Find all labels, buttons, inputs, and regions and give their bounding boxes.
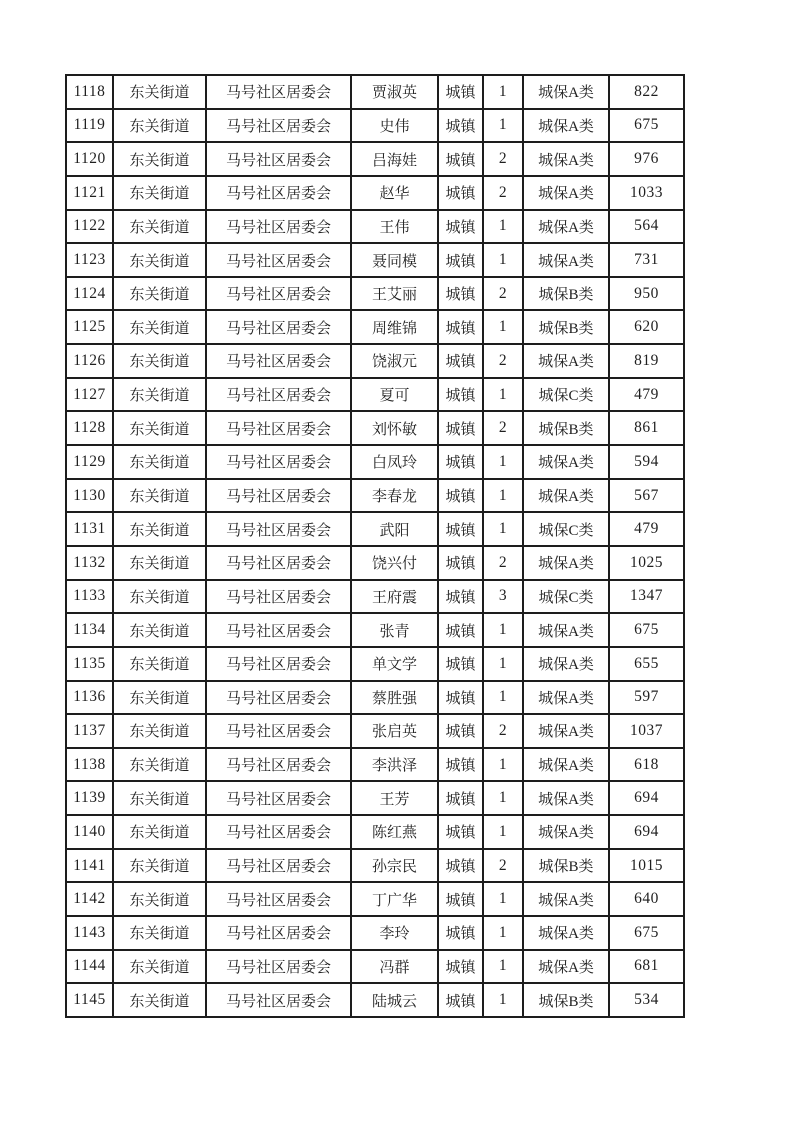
- cell-count: 1: [483, 916, 523, 950]
- cell-count: 2: [483, 546, 523, 580]
- cell-amount: 819: [609, 344, 684, 378]
- table-row: [66, 445, 684, 479]
- cell-community: 马号社区居委会: [206, 882, 351, 916]
- cell-street: 东关街道: [113, 546, 206, 580]
- cell-category: 城保C类: [523, 580, 609, 614]
- cell-name: 史伟: [351, 109, 438, 143]
- cell-community: 马号社区居委会: [206, 512, 351, 546]
- cell-name: 李洪泽: [351, 748, 438, 782]
- cell-amount: 594: [609, 445, 684, 479]
- cell-residence: 城镇: [438, 411, 483, 445]
- cell-seq: 1127: [66, 378, 113, 412]
- cell-category: 城保B类: [523, 310, 609, 344]
- cell-community: 马号社区居委会: [206, 277, 351, 311]
- cell-street: 东关街道: [113, 815, 206, 849]
- table-row: [66, 950, 684, 984]
- cell-amount: 620: [609, 310, 684, 344]
- table-row: [66, 849, 684, 883]
- cell-seq: 1128: [66, 411, 113, 445]
- cell-community: 马号社区居委会: [206, 546, 351, 580]
- cell-community: 马号社区居委会: [206, 109, 351, 143]
- table-row: [66, 109, 684, 143]
- table-row: [66, 983, 684, 1017]
- cell-seq: 1126: [66, 344, 113, 378]
- cell-street: 东关街道: [113, 613, 206, 647]
- cell-residence: 城镇: [438, 647, 483, 681]
- cell-residence: 城镇: [438, 916, 483, 950]
- cell-amount: 618: [609, 748, 684, 782]
- cell-count: 1: [483, 243, 523, 277]
- cell-amount: 564: [609, 210, 684, 244]
- cell-amount: 567: [609, 479, 684, 513]
- cell-amount: 597: [609, 681, 684, 715]
- cell-residence: 城镇: [438, 546, 483, 580]
- table-row: [66, 176, 684, 210]
- cell-name: 王伟: [351, 210, 438, 244]
- cell-category: 城保A类: [523, 681, 609, 715]
- cell-street: 东关街道: [113, 781, 206, 815]
- cell-street: 东关街道: [113, 580, 206, 614]
- cell-seq: 1145: [66, 983, 113, 1017]
- cell-amount: 731: [609, 243, 684, 277]
- cell-amount: 1347: [609, 580, 684, 614]
- cell-seq: 1138: [66, 748, 113, 782]
- table-row: [66, 916, 684, 950]
- cell-residence: 城镇: [438, 512, 483, 546]
- cell-count: 2: [483, 142, 523, 176]
- cell-residence: 城镇: [438, 176, 483, 210]
- table-row: [66, 142, 684, 176]
- cell-name: 李玲: [351, 916, 438, 950]
- cell-street: 东关街道: [113, 849, 206, 883]
- cell-seq: 1143: [66, 916, 113, 950]
- cell-count: 1: [483, 310, 523, 344]
- table-row: [66, 781, 684, 815]
- cell-residence: 城镇: [438, 580, 483, 614]
- cell-name: 贾淑英: [351, 75, 438, 109]
- cell-seq: 1121: [66, 176, 113, 210]
- table-row: [66, 210, 684, 244]
- cell-amount: 675: [609, 916, 684, 950]
- cell-amount: 694: [609, 815, 684, 849]
- cell-residence: 城镇: [438, 277, 483, 311]
- cell-category: 城保A类: [523, 714, 609, 748]
- cell-seq: 1130: [66, 479, 113, 513]
- cell-name: 吕海娃: [351, 142, 438, 176]
- cell-name: 赵华: [351, 176, 438, 210]
- cell-name: 陆城云: [351, 983, 438, 1017]
- cell-category: 城保A类: [523, 781, 609, 815]
- cell-category: 城保B类: [523, 983, 609, 1017]
- cell-count: 1: [483, 882, 523, 916]
- table-row: [66, 647, 684, 681]
- cell-community: 马号社区居委会: [206, 176, 351, 210]
- cell-residence: 城镇: [438, 748, 483, 782]
- cell-residence: 城镇: [438, 75, 483, 109]
- cell-name: 刘怀敏: [351, 411, 438, 445]
- cell-residence: 城镇: [438, 681, 483, 715]
- cell-count: 1: [483, 647, 523, 681]
- cell-name: 冯群: [351, 950, 438, 984]
- table-row: [66, 546, 684, 580]
- cell-community: 马号社区居委会: [206, 310, 351, 344]
- cell-community: 马号社区居委会: [206, 849, 351, 883]
- cell-street: 东关街道: [113, 983, 206, 1017]
- cell-category: 城保A类: [523, 75, 609, 109]
- cell-count: 1: [483, 479, 523, 513]
- cell-count: 1: [483, 378, 523, 412]
- cell-amount: 640: [609, 882, 684, 916]
- cell-street: 东关街道: [113, 210, 206, 244]
- cell-residence: 城镇: [438, 210, 483, 244]
- cell-category: 城保A类: [523, 109, 609, 143]
- table-body: [66, 75, 684, 1017]
- cell-residence: 城镇: [438, 479, 483, 513]
- cell-street: 东关街道: [113, 882, 206, 916]
- cell-street: 东关街道: [113, 176, 206, 210]
- table-row: [66, 277, 684, 311]
- cell-amount: 655: [609, 647, 684, 681]
- cell-category: 城保A类: [523, 815, 609, 849]
- cell-name: 张启英: [351, 714, 438, 748]
- cell-street: 东关街道: [113, 411, 206, 445]
- cell-seq: 1137: [66, 714, 113, 748]
- table-row: [66, 378, 684, 412]
- cell-category: 城保A类: [523, 142, 609, 176]
- table-row: [66, 580, 684, 614]
- cell-count: 1: [483, 681, 523, 715]
- cell-residence: 城镇: [438, 344, 483, 378]
- cell-street: 东关街道: [113, 243, 206, 277]
- cell-amount: 1033: [609, 176, 684, 210]
- cell-street: 东关街道: [113, 344, 206, 378]
- cell-amount: 861: [609, 411, 684, 445]
- cell-residence: 城镇: [438, 849, 483, 883]
- cell-residence: 城镇: [438, 310, 483, 344]
- cell-name: 饶兴付: [351, 546, 438, 580]
- cell-count: 1: [483, 781, 523, 815]
- cell-count: 2: [483, 411, 523, 445]
- cell-seq: 1141: [66, 849, 113, 883]
- cell-count: 1: [483, 950, 523, 984]
- cell-community: 马号社区居委会: [206, 781, 351, 815]
- table-row: [66, 344, 684, 378]
- table-row: [66, 310, 684, 344]
- cell-name: 聂同模: [351, 243, 438, 277]
- table-row: [66, 613, 684, 647]
- cell-category: 城保A类: [523, 916, 609, 950]
- cell-residence: 城镇: [438, 243, 483, 277]
- cell-count: 2: [483, 176, 523, 210]
- cell-seq: 1120: [66, 142, 113, 176]
- cell-community: 马号社区居委会: [206, 142, 351, 176]
- cell-category: 城保A类: [523, 176, 609, 210]
- table-row: [66, 75, 684, 109]
- cell-community: 马号社区居委会: [206, 681, 351, 715]
- cell-count: 3: [483, 580, 523, 614]
- cell-seq: 1122: [66, 210, 113, 244]
- cell-residence: 城镇: [438, 142, 483, 176]
- cell-residence: 城镇: [438, 950, 483, 984]
- cell-name: 白凤玲: [351, 445, 438, 479]
- cell-street: 东关街道: [113, 75, 206, 109]
- cell-community: 马号社区居委会: [206, 243, 351, 277]
- cell-residence: 城镇: [438, 882, 483, 916]
- cell-name: 丁广华: [351, 882, 438, 916]
- cell-community: 马号社区居委会: [206, 647, 351, 681]
- cell-name: 陈红燕: [351, 815, 438, 849]
- cell-street: 东关街道: [113, 479, 206, 513]
- cell-count: 1: [483, 815, 523, 849]
- cell-residence: 城镇: [438, 378, 483, 412]
- cell-count: 1: [483, 445, 523, 479]
- cell-count: 1: [483, 613, 523, 647]
- cell-street: 东关街道: [113, 109, 206, 143]
- cell-category: 城保A类: [523, 882, 609, 916]
- cell-category: 城保A类: [523, 445, 609, 479]
- cell-street: 东关街道: [113, 445, 206, 479]
- cell-category: 城保A类: [523, 210, 609, 244]
- cell-street: 东关街道: [113, 714, 206, 748]
- cell-seq: 1132: [66, 546, 113, 580]
- cell-residence: 城镇: [438, 109, 483, 143]
- cell-seq: 1133: [66, 580, 113, 614]
- cell-count: 2: [483, 277, 523, 311]
- cell-name: 张青: [351, 613, 438, 647]
- cell-category: 城保B类: [523, 277, 609, 311]
- cell-name: 夏可: [351, 378, 438, 412]
- cell-name: 王艾丽: [351, 277, 438, 311]
- cell-street: 东关街道: [113, 916, 206, 950]
- cell-seq: 1131: [66, 512, 113, 546]
- cell-community: 马号社区居委会: [206, 983, 351, 1017]
- cell-category: 城保A类: [523, 647, 609, 681]
- cell-category: 城保A类: [523, 344, 609, 378]
- table-row: [66, 411, 684, 445]
- cell-seq: 1119: [66, 109, 113, 143]
- cell-amount: 822: [609, 75, 684, 109]
- cell-category: 城保A类: [523, 748, 609, 782]
- cell-street: 东关街道: [113, 748, 206, 782]
- cell-seq: 1118: [66, 75, 113, 109]
- cell-seq: 1142: [66, 882, 113, 916]
- cell-category: 城保A类: [523, 613, 609, 647]
- cell-seq: 1140: [66, 815, 113, 849]
- cell-count: 2: [483, 344, 523, 378]
- cell-street: 东关街道: [113, 512, 206, 546]
- cell-name: 王府震: [351, 580, 438, 614]
- cell-residence: 城镇: [438, 815, 483, 849]
- cell-amount: 976: [609, 142, 684, 176]
- cell-community: 马号社区居委会: [206, 445, 351, 479]
- cell-seq: 1144: [66, 950, 113, 984]
- cell-count: 2: [483, 849, 523, 883]
- cell-community: 马号社区居委会: [206, 950, 351, 984]
- cell-community: 马号社区居委会: [206, 916, 351, 950]
- cell-seq: 1136: [66, 681, 113, 715]
- cell-amount: 1015: [609, 849, 684, 883]
- cell-street: 东关街道: [113, 681, 206, 715]
- cell-amount: 675: [609, 613, 684, 647]
- cell-seq: 1139: [66, 781, 113, 815]
- cell-category: 城保A类: [523, 950, 609, 984]
- cell-community: 马号社区居委会: [206, 748, 351, 782]
- cell-residence: 城镇: [438, 445, 483, 479]
- cell-category: 城保A类: [523, 479, 609, 513]
- cell-amount: 479: [609, 378, 684, 412]
- cell-community: 马号社区居委会: [206, 411, 351, 445]
- cell-community: 马号社区居委会: [206, 378, 351, 412]
- cell-count: 1: [483, 75, 523, 109]
- cell-count: 1: [483, 109, 523, 143]
- cell-street: 东关街道: [113, 277, 206, 311]
- cell-name: 周维锦: [351, 310, 438, 344]
- cell-street: 东关街道: [113, 142, 206, 176]
- cell-count: 1: [483, 748, 523, 782]
- cell-seq: 1129: [66, 445, 113, 479]
- table-row: [66, 512, 684, 546]
- table-row: [66, 748, 684, 782]
- cell-amount: 675: [609, 109, 684, 143]
- table-row: [66, 815, 684, 849]
- cell-category: 城保A类: [523, 243, 609, 277]
- cell-residence: 城镇: [438, 714, 483, 748]
- cell-count: 1: [483, 512, 523, 546]
- cell-amount: 694: [609, 781, 684, 815]
- cell-seq: 1123: [66, 243, 113, 277]
- cell-community: 马号社区居委会: [206, 714, 351, 748]
- cell-name: 饶淑元: [351, 344, 438, 378]
- table-row: [66, 681, 684, 715]
- cell-residence: 城镇: [438, 781, 483, 815]
- cell-count: 1: [483, 983, 523, 1017]
- cell-name: 武阳: [351, 512, 438, 546]
- cell-name: 李春龙: [351, 479, 438, 513]
- cell-amount: 950: [609, 277, 684, 311]
- cell-category: 城保C类: [523, 378, 609, 412]
- cell-category: 城保C类: [523, 512, 609, 546]
- cell-street: 东关街道: [113, 378, 206, 412]
- cell-amount: 479: [609, 512, 684, 546]
- cell-amount: 534: [609, 983, 684, 1017]
- cell-category: 城保A类: [523, 546, 609, 580]
- cell-seq: 1135: [66, 647, 113, 681]
- cell-seq: 1134: [66, 613, 113, 647]
- cell-seq: 1124: [66, 277, 113, 311]
- cell-community: 马号社区居委会: [206, 344, 351, 378]
- cell-amount: 681: [609, 950, 684, 984]
- cell-residence: 城镇: [438, 613, 483, 647]
- cell-count: 2: [483, 714, 523, 748]
- cell-community: 马号社区居委会: [206, 613, 351, 647]
- cell-amount: 1025: [609, 546, 684, 580]
- cell-name: 蔡胜强: [351, 681, 438, 715]
- cell-amount: 1037: [609, 714, 684, 748]
- cell-name: 王芳: [351, 781, 438, 815]
- cell-community: 马号社区居委会: [206, 75, 351, 109]
- roster-table: [65, 74, 685, 1018]
- cell-street: 东关街道: [113, 310, 206, 344]
- table-row: [66, 714, 684, 748]
- table-row: [66, 479, 684, 513]
- cell-count: 1: [483, 210, 523, 244]
- cell-name: 单文学: [351, 647, 438, 681]
- table-row: [66, 882, 684, 916]
- cell-community: 马号社区居委会: [206, 210, 351, 244]
- cell-street: 东关街道: [113, 950, 206, 984]
- cell-category: 城保B类: [523, 411, 609, 445]
- cell-name: 孙宗民: [351, 849, 438, 883]
- cell-residence: 城镇: [438, 983, 483, 1017]
- cell-category: 城保B类: [523, 849, 609, 883]
- cell-seq: 1125: [66, 310, 113, 344]
- cell-community: 马号社区居委会: [206, 580, 351, 614]
- table-row: [66, 243, 684, 277]
- cell-community: 马号社区居委会: [206, 815, 351, 849]
- cell-community: 马号社区居委会: [206, 479, 351, 513]
- cell-street: 东关街道: [113, 647, 206, 681]
